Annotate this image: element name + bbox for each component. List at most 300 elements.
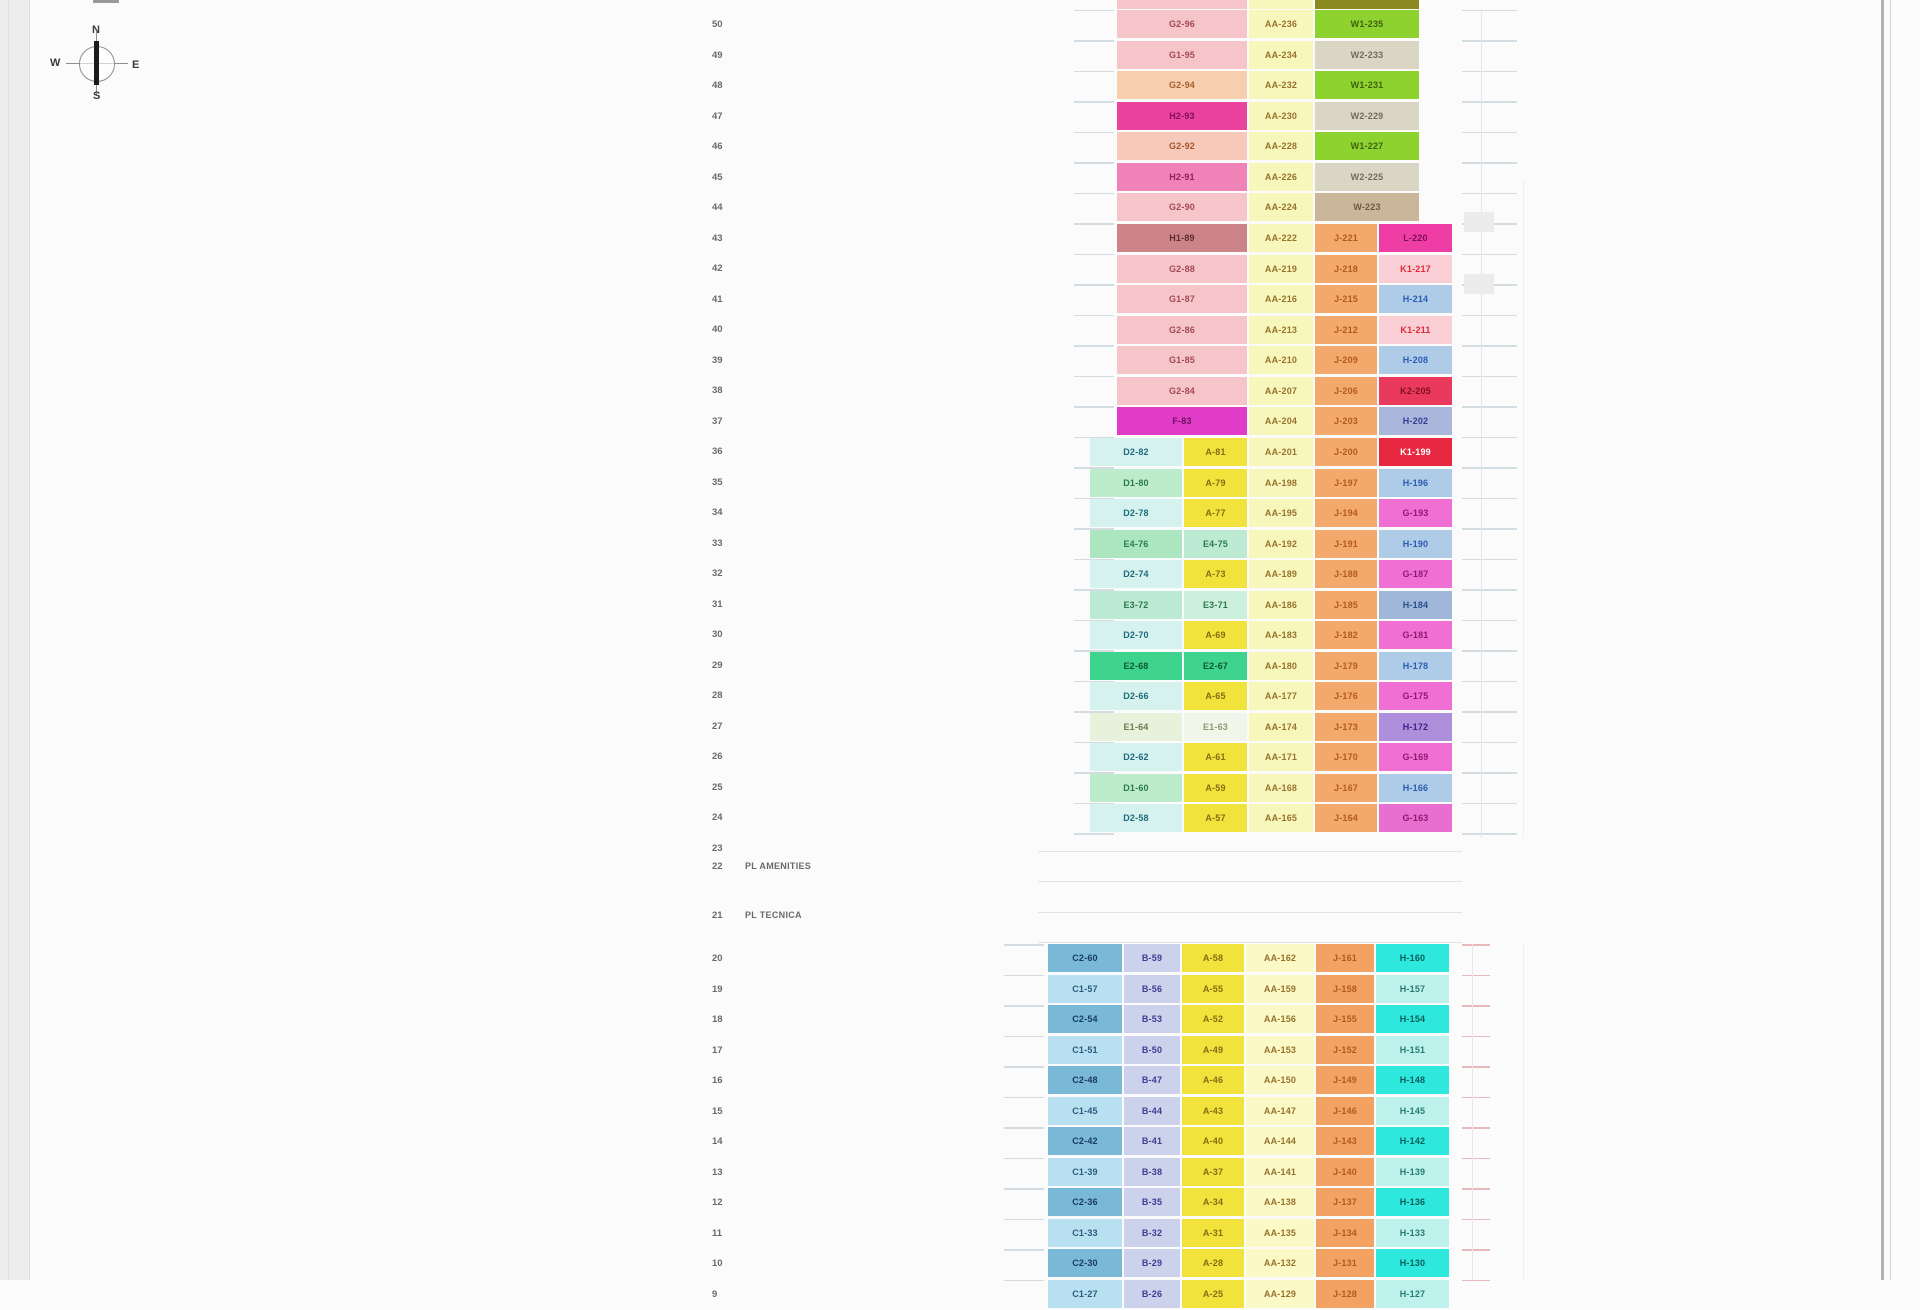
unit-cell: G-181 bbox=[1379, 621, 1452, 649]
unit-cell: AA-204 bbox=[1249, 407, 1313, 435]
slab-line bbox=[1472, 944, 1473, 1280]
floor-row bbox=[1048, 1249, 1451, 1277]
floor-row bbox=[1090, 743, 1454, 771]
unit-cell: B-53 bbox=[1124, 1005, 1180, 1033]
floor-number: 37 bbox=[712, 415, 723, 427]
compass-needle bbox=[94, 41, 99, 85]
floor-row bbox=[1090, 438, 1454, 466]
slab-line bbox=[1004, 1219, 1044, 1221]
unit-cell: A-77 bbox=[1184, 499, 1247, 527]
floor-number: 25 bbox=[712, 781, 723, 793]
slab-line bbox=[1004, 1066, 1044, 1068]
unit-cell: D2-70 bbox=[1090, 621, 1182, 649]
slab-line bbox=[1038, 942, 1462, 943]
unit-cell: E3-71 bbox=[1184, 591, 1247, 619]
unit-cell: B-59 bbox=[1124, 944, 1180, 972]
floor-row bbox=[1090, 713, 1454, 741]
slab-line bbox=[1464, 212, 1494, 232]
unit-cell: A-37 bbox=[1182, 1158, 1244, 1186]
slab-line bbox=[1523, 180, 1524, 838]
unit-cell: A-59 bbox=[1184, 774, 1247, 802]
unit-cell: J-203 bbox=[1315, 407, 1377, 435]
unit-cell: H-133 bbox=[1376, 1219, 1449, 1247]
unit-cell: A-57 bbox=[1184, 804, 1247, 832]
unit-cell: C1-45 bbox=[1048, 1097, 1122, 1125]
slab-line bbox=[1462, 1097, 1490, 1099]
unit-cell: AA-156 bbox=[1246, 1005, 1314, 1033]
unit-cell: G1-87 bbox=[1117, 285, 1247, 313]
unit-cell: B-56 bbox=[1124, 975, 1180, 1003]
unit-cell: H-178 bbox=[1379, 652, 1452, 680]
floor-number: 42 bbox=[712, 263, 723, 274]
unit-cell: G2-84 bbox=[1117, 377, 1247, 405]
floor-number: 20 bbox=[712, 953, 723, 964]
unit-cell: H-127 bbox=[1376, 1280, 1449, 1308]
slab-line bbox=[1462, 1219, 1490, 1221]
compass-north-label: N bbox=[92, 24, 100, 36]
floor-number: 35 bbox=[712, 476, 723, 488]
slab-line bbox=[1074, 345, 1114, 347]
floor-row bbox=[1117, 407, 1454, 435]
compass-west-label: W bbox=[50, 57, 61, 69]
unit-cell: E1-64 bbox=[1090, 713, 1182, 741]
unit-cell: C1-33 bbox=[1048, 1219, 1122, 1247]
floor-number: 9 bbox=[712, 1288, 718, 1300]
unit-cell: J-173 bbox=[1315, 713, 1377, 741]
unit-cell: J-137 bbox=[1316, 1188, 1374, 1216]
unit-cell: G-187 bbox=[1379, 560, 1452, 588]
unit-cell: A-73 bbox=[1184, 560, 1247, 588]
floor-number: 33 bbox=[712, 537, 723, 549]
unit-cell: H-130 bbox=[1376, 1249, 1449, 1277]
unit-cell: H-214 bbox=[1379, 285, 1452, 313]
unit-cell: J-143 bbox=[1316, 1127, 1374, 1155]
unit-cell: J-158 bbox=[1316, 975, 1374, 1003]
unit-cell: AA-141 bbox=[1246, 1158, 1314, 1186]
unit-cell: AA-207 bbox=[1249, 377, 1313, 405]
floor-row bbox=[1090, 530, 1454, 558]
unit-cell bbox=[1249, 0, 1313, 9]
floor-row bbox=[1117, 102, 1421, 130]
slab-line bbox=[1462, 833, 1517, 835]
slab-line bbox=[1462, 254, 1517, 256]
floor-row bbox=[1048, 1280, 1451, 1308]
floor-number: 21 bbox=[712, 910, 723, 921]
unit-cell: W2-229 bbox=[1315, 102, 1419, 130]
floor-number: 50 bbox=[712, 19, 723, 30]
unit-cell: J-161 bbox=[1316, 944, 1374, 972]
unit-cell: AA-195 bbox=[1249, 499, 1313, 527]
slab-line bbox=[1004, 1158, 1044, 1160]
unit-cell: A-40 bbox=[1182, 1127, 1244, 1155]
slab-line bbox=[1074, 101, 1114, 103]
slab-line bbox=[1462, 711, 1517, 713]
unit-cell: AA-135 bbox=[1246, 1219, 1314, 1247]
unit-cell: AA-162 bbox=[1246, 944, 1314, 972]
floor-row bbox=[1048, 1188, 1451, 1216]
slab-line bbox=[1462, 620, 1517, 622]
floor-row bbox=[1048, 1127, 1451, 1155]
slab-line bbox=[1462, 162, 1517, 164]
floor-number: 40 bbox=[712, 324, 723, 335]
floor-row bbox=[1117, 163, 1421, 191]
slab-line bbox=[1462, 1127, 1490, 1129]
slab-line bbox=[1004, 944, 1044, 946]
unit-cell: B-38 bbox=[1124, 1158, 1180, 1186]
unit-cell: AA-232 bbox=[1249, 71, 1313, 99]
floor-number: 14 bbox=[712, 1136, 723, 1147]
slab-line bbox=[1038, 851, 1462, 852]
unit-cell: A-43 bbox=[1182, 1097, 1244, 1125]
unit-cell: J-131 bbox=[1316, 1249, 1374, 1277]
compass-south-label: S bbox=[93, 90, 101, 102]
unit-cell: A-52 bbox=[1182, 1005, 1244, 1033]
unit-cell: A-58 bbox=[1182, 944, 1244, 972]
unit-cell: AA-183 bbox=[1249, 621, 1313, 649]
slab-line bbox=[1004, 1097, 1044, 1099]
compass-east-label: E bbox=[132, 59, 140, 71]
unit-cell: B-41 bbox=[1124, 1127, 1180, 1155]
floor-number: 24 bbox=[712, 812, 723, 823]
slab-line bbox=[1462, 1005, 1490, 1007]
slab-line bbox=[1462, 1249, 1490, 1251]
slab-line bbox=[1074, 284, 1114, 286]
unit-cell: E4-75 bbox=[1184, 530, 1247, 558]
unit-cell: A-61 bbox=[1184, 743, 1247, 771]
unit-cell: J-176 bbox=[1315, 682, 1377, 710]
slab-line bbox=[1462, 944, 1490, 946]
floor-row bbox=[1117, 10, 1421, 38]
slab-line bbox=[1004, 1036, 1044, 1038]
unit-cell: K1-217 bbox=[1379, 255, 1452, 283]
unit-cell: A-69 bbox=[1184, 621, 1247, 649]
unit-cell: AA-236 bbox=[1249, 10, 1313, 38]
unit-cell: AA-150 bbox=[1246, 1066, 1314, 1094]
floor-row bbox=[1117, 0, 1421, 9]
unit-cell: H-139 bbox=[1376, 1158, 1449, 1186]
unit-cell: AA-174 bbox=[1249, 713, 1313, 741]
unit-cell: D1-60 bbox=[1090, 774, 1182, 802]
slab-line bbox=[1462, 315, 1517, 317]
slab-line bbox=[1074, 162, 1114, 164]
slab-line bbox=[1462, 772, 1517, 774]
floor-number: 41 bbox=[712, 293, 723, 305]
unit-cell: D1-80 bbox=[1090, 469, 1182, 497]
floor-number: 19 bbox=[712, 983, 723, 995]
unit-cell: AA-210 bbox=[1249, 346, 1313, 374]
unit-cell: J-155 bbox=[1316, 1005, 1374, 1033]
unit-cell: J-215 bbox=[1315, 285, 1377, 313]
unit-cell: H-142 bbox=[1376, 1127, 1449, 1155]
unit-cell: AA-147 bbox=[1246, 1097, 1314, 1125]
unit-cell: W2-225 bbox=[1315, 163, 1419, 191]
floor-row bbox=[1048, 1066, 1451, 1094]
unit-cell: A-49 bbox=[1182, 1036, 1244, 1064]
slab-line bbox=[1481, 10, 1482, 838]
unit-cell: A-31 bbox=[1182, 1219, 1244, 1247]
floor-row bbox=[1048, 1158, 1451, 1186]
unit-cell: H-157 bbox=[1376, 975, 1449, 1003]
floor-row bbox=[1048, 1219, 1451, 1247]
unit-cell: B-47 bbox=[1124, 1066, 1180, 1094]
unit-cell: L-220 bbox=[1379, 224, 1452, 252]
unit-cell: AA-201 bbox=[1249, 438, 1313, 466]
unit-cell: J-146 bbox=[1316, 1097, 1374, 1125]
unit-cell: H-160 bbox=[1376, 944, 1449, 972]
unit-cell: AA-180 bbox=[1249, 652, 1313, 680]
floor-row bbox=[1048, 975, 1451, 1003]
slab-line bbox=[1462, 10, 1517, 12]
unit-cell: G2-86 bbox=[1117, 316, 1247, 344]
compass-rose-icon bbox=[48, 14, 148, 114]
floor-row bbox=[1048, 1036, 1451, 1064]
slab-line bbox=[1074, 406, 1114, 408]
floor-row bbox=[1090, 774, 1454, 802]
floor-number: 18 bbox=[712, 1014, 723, 1025]
slab-line bbox=[1462, 681, 1517, 683]
unit-cell: A-28 bbox=[1182, 1249, 1244, 1277]
unit-cell: AA-213 bbox=[1249, 316, 1313, 344]
unit-cell: AA-198 bbox=[1249, 469, 1313, 497]
floor-row bbox=[1090, 591, 1454, 619]
floor-row bbox=[1090, 621, 1454, 649]
floor-row bbox=[1117, 377, 1454, 405]
unit-cell: W1-235 bbox=[1315, 10, 1419, 38]
unit-cell: J-200 bbox=[1315, 438, 1377, 466]
floor-row bbox=[1117, 132, 1421, 160]
unit-cell: AA-171 bbox=[1249, 743, 1313, 771]
unit-cell: J-170 bbox=[1315, 743, 1377, 771]
unit-cell: J-182 bbox=[1315, 621, 1377, 649]
unit-cell: G2-88 bbox=[1117, 255, 1247, 283]
unit-cell: J-191 bbox=[1315, 530, 1377, 558]
floor-row bbox=[1090, 652, 1454, 680]
unit-cell: H-172 bbox=[1379, 713, 1452, 741]
unit-cell: D2-66 bbox=[1090, 682, 1182, 710]
floor-row bbox=[1090, 682, 1454, 710]
unit-cell: H-196 bbox=[1379, 469, 1452, 497]
unit-cell: G2-96 bbox=[1117, 10, 1247, 38]
unit-cell: J-167 bbox=[1315, 774, 1377, 802]
unit-cell: D2-58 bbox=[1090, 804, 1182, 832]
podium-lower-section bbox=[1048, 944, 1451, 1310]
floor-row bbox=[1090, 804, 1454, 832]
slab-line bbox=[1462, 40, 1517, 42]
slab-line bbox=[1462, 467, 1517, 469]
floor-number: 44 bbox=[712, 202, 723, 213]
slab-line bbox=[1462, 193, 1517, 195]
floor-number: 23 bbox=[712, 842, 723, 854]
unit-cell: A-81 bbox=[1184, 438, 1247, 466]
unit-cell: H-148 bbox=[1376, 1066, 1449, 1094]
slab-line bbox=[1074, 315, 1114, 317]
unit-cell: K1-211 bbox=[1379, 316, 1452, 344]
floor-number: 28 bbox=[712, 690, 723, 701]
unit-cell: J-212 bbox=[1315, 316, 1377, 344]
floor-number: 49 bbox=[712, 49, 723, 61]
unit-cell: H-166 bbox=[1379, 774, 1452, 802]
unit-cell: E2-67 bbox=[1184, 652, 1247, 680]
slab-line bbox=[1464, 274, 1494, 294]
unit-cell: J-221 bbox=[1315, 224, 1377, 252]
unit-cell: G2-90 bbox=[1117, 193, 1247, 221]
floor-number: 39 bbox=[712, 354, 723, 366]
slab-line bbox=[1462, 528, 1517, 530]
unit-cell: J-185 bbox=[1315, 591, 1377, 619]
unit-cell: H-145 bbox=[1376, 1097, 1449, 1125]
floor-row bbox=[1117, 346, 1454, 374]
unit-cell: AA-132 bbox=[1246, 1249, 1314, 1277]
unit-cell: C1-51 bbox=[1048, 1036, 1122, 1064]
unit-cell: C2-30 bbox=[1048, 1249, 1122, 1277]
floor-row bbox=[1048, 1005, 1451, 1033]
slab-line bbox=[1462, 975, 1490, 977]
unit-cell: K1-199 bbox=[1379, 438, 1452, 466]
unit-cell: AA-168 bbox=[1249, 774, 1313, 802]
unit-cell: B-35 bbox=[1124, 1188, 1180, 1216]
unit-cell: J-194 bbox=[1315, 499, 1377, 527]
unit-cell: G2-94 bbox=[1117, 71, 1247, 99]
unit-cell: J-179 bbox=[1315, 652, 1377, 680]
unit-cell: B-26 bbox=[1124, 1280, 1180, 1308]
floor-row bbox=[1117, 285, 1454, 313]
tower-upper-section bbox=[1117, 10, 1421, 224]
slab-line bbox=[1462, 1066, 1490, 1068]
slab-line bbox=[1038, 881, 1462, 882]
slab-line bbox=[1462, 437, 1517, 439]
floor-number: 30 bbox=[712, 629, 723, 640]
unit-cell: AA-177 bbox=[1249, 682, 1313, 710]
floor-number: 48 bbox=[712, 80, 723, 91]
floor-number: 22 bbox=[712, 861, 723, 872]
unit-cell: H2-91 bbox=[1117, 163, 1247, 191]
unit-cell: AA-219 bbox=[1249, 255, 1313, 283]
unit-cell: G-175 bbox=[1379, 682, 1452, 710]
slab-line bbox=[1074, 376, 1114, 378]
unit-cell bbox=[1315, 0, 1419, 9]
unit-cell: J-197 bbox=[1315, 469, 1377, 497]
unit-cell: J-206 bbox=[1315, 377, 1377, 405]
slab-line bbox=[1462, 406, 1517, 408]
slab-line bbox=[1462, 101, 1517, 103]
slab-line bbox=[1462, 132, 1517, 134]
unit-cell: AA-165 bbox=[1249, 804, 1313, 832]
unit-cell: A-55 bbox=[1182, 975, 1244, 1003]
unit-cell: H-136 bbox=[1376, 1188, 1449, 1216]
slab-line bbox=[1074, 193, 1114, 195]
unit-cell: D2-78 bbox=[1090, 499, 1182, 527]
unit-cell: AA-138 bbox=[1246, 1188, 1314, 1216]
unit-cell: G2-92 bbox=[1117, 132, 1247, 160]
unit-cell: AA-129 bbox=[1246, 1280, 1314, 1308]
unit-cell: G-193 bbox=[1379, 499, 1452, 527]
unit-cell: J-149 bbox=[1316, 1066, 1374, 1094]
unit-cell: F-83 bbox=[1117, 407, 1247, 435]
unit-cell: AA-144 bbox=[1246, 1127, 1314, 1155]
unit-cell: C1-57 bbox=[1048, 975, 1122, 1003]
unit-cell: A-46 bbox=[1182, 1066, 1244, 1094]
slab-line bbox=[1462, 803, 1517, 805]
unit-cell: H-190 bbox=[1379, 530, 1452, 558]
unit-cell: AA-222 bbox=[1249, 224, 1313, 252]
slab-line bbox=[1074, 254, 1114, 256]
floor-row bbox=[1117, 41, 1421, 69]
unit-cell: AA-226 bbox=[1249, 163, 1313, 191]
floor-row bbox=[1117, 193, 1421, 221]
floor-number: 13 bbox=[712, 1166, 723, 1178]
floor-use-label: PL TECNICA bbox=[745, 910, 802, 920]
slab-line bbox=[1038, 912, 1462, 913]
slab-line bbox=[1462, 498, 1517, 500]
unit-cell: A-79 bbox=[1184, 469, 1247, 497]
unit-cell: A-25 bbox=[1182, 1280, 1244, 1308]
unit-cell: W2-233 bbox=[1315, 41, 1419, 69]
unit-cell: B-44 bbox=[1124, 1097, 1180, 1125]
floor-number: 31 bbox=[712, 598, 723, 610]
slab-line bbox=[1523, 944, 1524, 1280]
floor-number: 10 bbox=[712, 1258, 723, 1269]
unit-cell: B-50 bbox=[1124, 1036, 1180, 1064]
floor-number: 34 bbox=[712, 507, 723, 518]
cut-off-top-mark bbox=[93, 0, 119, 3]
floor-number: 47 bbox=[712, 110, 723, 122]
floor-number: 38 bbox=[712, 385, 723, 396]
floor-row bbox=[1117, 255, 1454, 283]
floor-number: 12 bbox=[712, 1197, 723, 1208]
floor-number: 17 bbox=[712, 1044, 723, 1056]
floor-number: 36 bbox=[712, 446, 723, 457]
unit-cell: A-34 bbox=[1182, 1188, 1244, 1216]
slab-line bbox=[1462, 1188, 1490, 1190]
slab-line bbox=[1462, 376, 1517, 378]
unit-cell: W1-231 bbox=[1315, 71, 1419, 99]
floor-row bbox=[1117, 224, 1454, 252]
unit-cell: H-202 bbox=[1379, 407, 1452, 435]
unit-cell: C1-27 bbox=[1048, 1280, 1122, 1308]
unit-cell: C2-36 bbox=[1048, 1188, 1122, 1216]
page-left-margin bbox=[0, 0, 30, 1280]
floor-number: 43 bbox=[712, 232, 723, 244]
unit-cell: D2-62 bbox=[1090, 743, 1182, 771]
slab-line bbox=[1462, 1158, 1490, 1160]
unit-cell: W1-227 bbox=[1315, 132, 1419, 160]
unit-cell: J-188 bbox=[1315, 560, 1377, 588]
unit-cell: E2-68 bbox=[1090, 652, 1182, 680]
unit-cell: J-164 bbox=[1315, 804, 1377, 832]
unit-cell: J-128 bbox=[1316, 1280, 1374, 1308]
unit-cell: J-152 bbox=[1316, 1036, 1374, 1064]
slab-line bbox=[1004, 1188, 1044, 1190]
floor-number: 27 bbox=[712, 720, 723, 732]
unit-cell: J-218 bbox=[1315, 255, 1377, 283]
slab-line bbox=[1074, 223, 1114, 225]
unit-cell: E1-63 bbox=[1184, 713, 1247, 741]
unit-cell: H2-93 bbox=[1117, 102, 1247, 130]
slab-line bbox=[1462, 742, 1517, 744]
sheet-right-border bbox=[1881, 0, 1884, 1280]
slab-line bbox=[1462, 589, 1517, 591]
unit-cell: AA-153 bbox=[1246, 1036, 1314, 1064]
unit-cell: C2-60 bbox=[1048, 944, 1122, 972]
floor-number: 29 bbox=[712, 659, 723, 671]
unit-cell: G-163 bbox=[1379, 804, 1452, 832]
unit-cell: K2-205 bbox=[1379, 377, 1452, 405]
slab-line bbox=[1074, 10, 1114, 12]
floor-number: 26 bbox=[712, 751, 723, 762]
unit-cell: W-223 bbox=[1315, 193, 1419, 221]
unit-cell: J-140 bbox=[1316, 1158, 1374, 1186]
unit-cell: J-209 bbox=[1315, 346, 1377, 374]
